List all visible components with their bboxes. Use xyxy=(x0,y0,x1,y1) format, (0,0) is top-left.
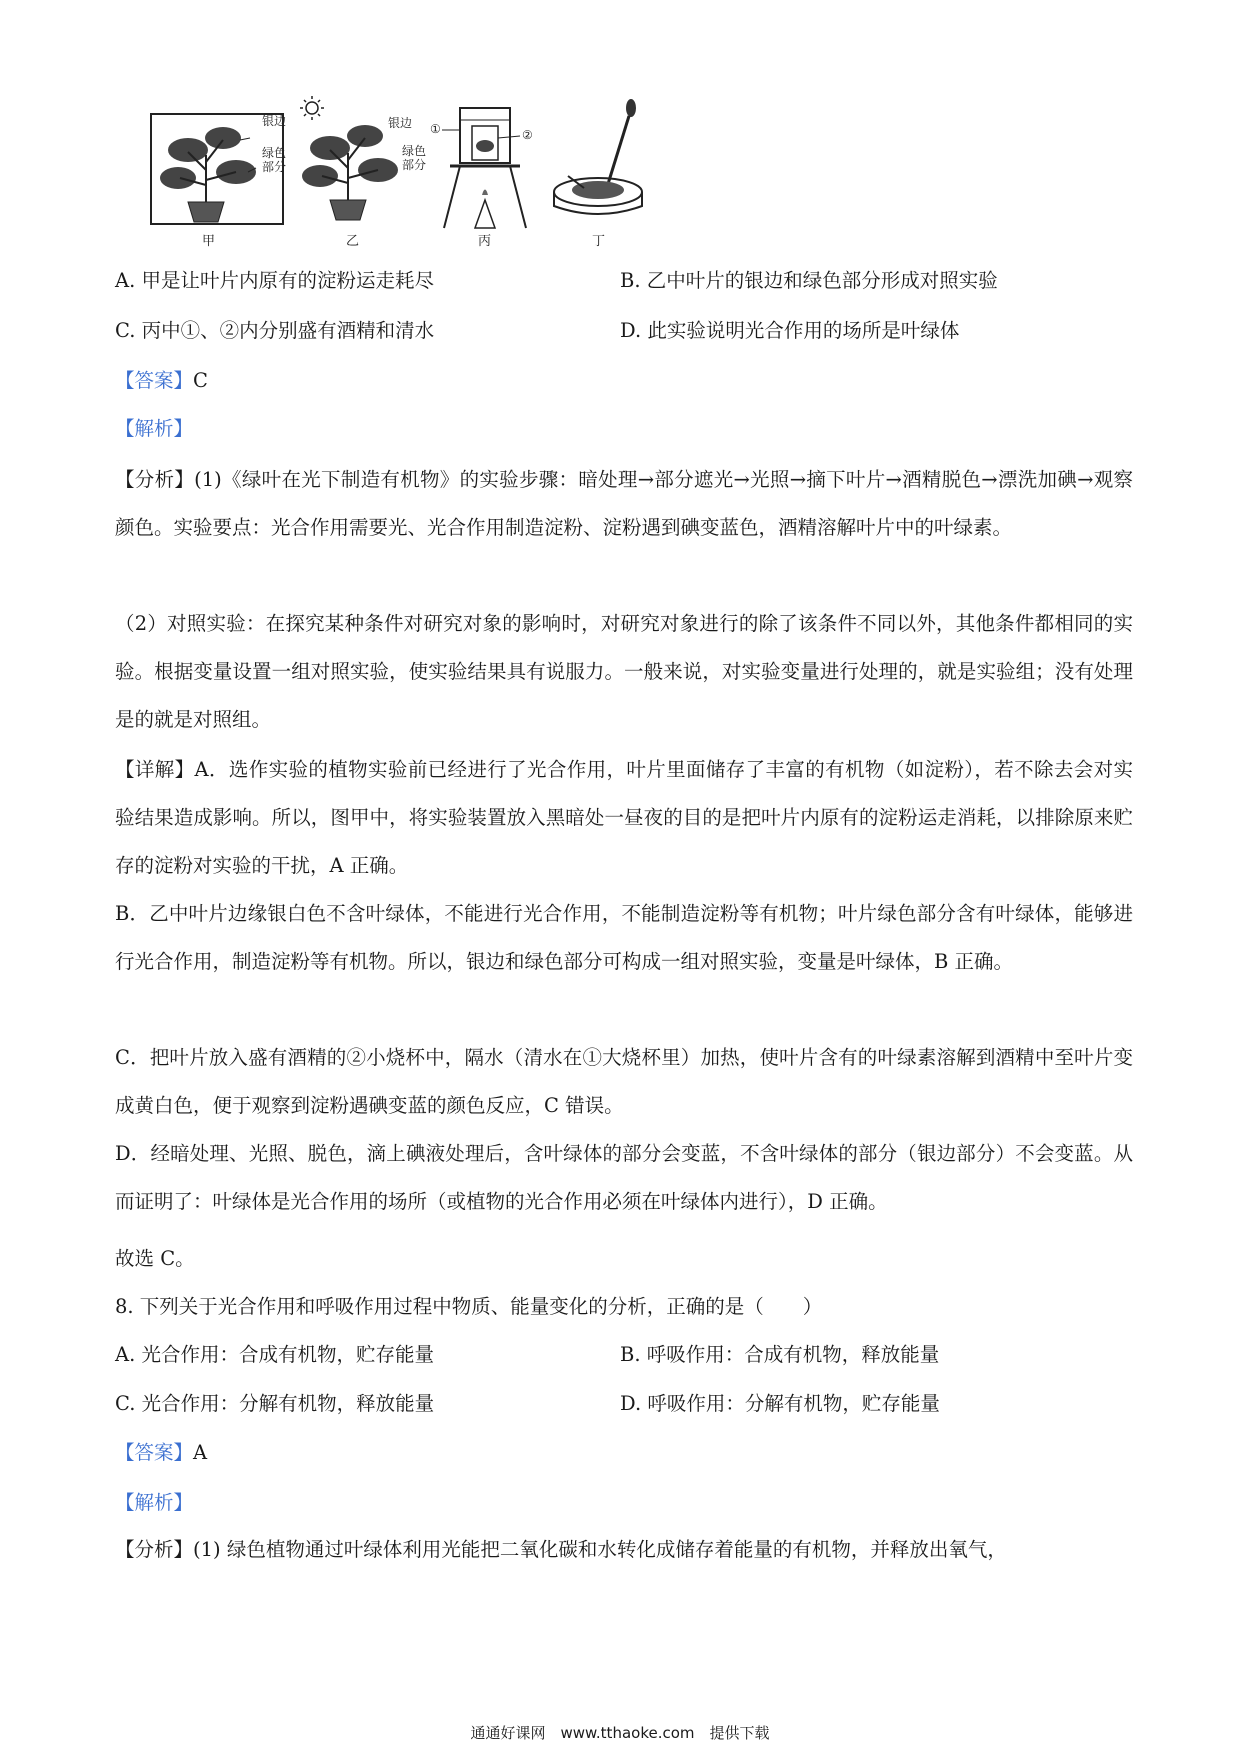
q7-option-c: C. 丙中①、②内分别盛有酒精和清水 xyxy=(115,319,435,342)
figure-ding xyxy=(548,96,658,236)
plant-jia-icon xyxy=(160,127,256,222)
q7-detail-a xyxy=(115,746,1133,890)
caption-yi: 乙 xyxy=(346,234,360,249)
figure-jia xyxy=(148,110,288,250)
caption-bing: 丙 xyxy=(478,234,492,249)
dropper-dish-icon xyxy=(554,99,642,214)
experiment-figure xyxy=(140,96,740,256)
q7-option-d: D. 此实验说明光合作用的场所是叶绿体 xyxy=(620,319,960,342)
q7-detail-b: B．乙中叶片边缘银白色不含叶绿体，不能进行光合作用，不能制造淀粉等有机物；叶片绿色部分含有叶绿体，能够进行光合作用，制造淀粉等有机物。所以，银边和绿色部分可构成一组对照实验，变量是叶绿体，B 正确。 xyxy=(115,902,1133,973)
q8-fenxi-1 xyxy=(115,1526,1133,1574)
q8-analysis-tag: 【解析】 xyxy=(115,1491,194,1514)
q7-fenxi-tag: 【分析】 xyxy=(115,468,195,491)
q8-option-b: B. 呼吸作用：合成有机物，释放能量 xyxy=(620,1343,940,1366)
sun-icon xyxy=(300,96,324,120)
q7-detail-d: D．经暗处理、光照、脱色，滴上碘液处理后，含叶绿体的部分会变蓝，不含叶绿体的部分（银边部分）不会变蓝。从而证明了：叶绿体是光合作用的场所（或植物的光合作用必须在叶绿体内进行），D 正确。 xyxy=(115,1142,1133,1213)
q8-option-a: A. 光合作用：合成有机物，贮存能量 xyxy=(115,1343,434,1366)
q8-answer-line xyxy=(115,1440,207,1466)
marker-1: ① xyxy=(430,122,441,136)
figure-bing xyxy=(430,100,540,240)
q7-detail-c: C．把叶片放入盛有酒精的②小烧杯中，隔水（清水在①大烧杯里）加热，使叶片含有的叶绿素溶解到酒精中至叶片变成黄白色，便于观察到淀粉遇碘变蓝的颜色反应，C 错误。 xyxy=(115,1046,1133,1117)
q7-option-b: B. 乙中叶片的银边和绿色部分形成对照实验 xyxy=(620,269,998,292)
label-green-part-yi: 绿色部分 xyxy=(402,144,427,172)
q8-fenxi-tag: 【分析】 xyxy=(115,1538,194,1561)
q7-detail-a-text: A．选作实验的植物实验前已经进行了光合作用，叶片里面储存了丰富的有机物（如淀粉），若不除去会对实验结果造成影响。所以，图甲中，将实验装置放入黑暗处一昼夜的目的是把叶片内原有的淀粉运走消耗，以排除原来贮存的淀粉对实验的干扰，A 正确。 xyxy=(115,758,1133,877)
caption-ding: 丁 xyxy=(592,234,606,249)
q7-analysis-line xyxy=(115,416,193,442)
q8-option-c: C. 光合作用：分解有机物，释放能量 xyxy=(115,1392,435,1415)
q7-answer-line xyxy=(115,368,208,394)
marker-2: ② xyxy=(522,128,533,142)
q7-fenxi-2: （2）对照实验：在探究某种条件对研究对象的影响时，对研究对象进行的除了该条件不同以外，其他条件都相同的实验。根据变量设置一组对照实验，使实验结果具有说服力。一般来说，对实验变量进行处理的，就是实验组；没有处理是的就是对照组。 xyxy=(115,612,1133,731)
q7-fenxi-1-text: (1)《绿叶在光下制造有机物》的实验步骤：暗处理→部分遮光→光照→摘下叶片→酒精脱色→漂洗加碘→观察颜色。实验要点：光合作用需要光、光合作用制造淀粉、淀粉遇到碘变蓝色，酒精溶解叶片中的叶绿素。 xyxy=(115,468,1133,539)
q8-answer: A xyxy=(193,1441,208,1464)
q7-answer: C xyxy=(193,369,208,392)
q8-fenxi-1-text: (1) 绿色植物通过叶绿体利用光能把二氧化碳和水转化成储存着能量的有机物，并释放出氧气， xyxy=(193,1538,1007,1561)
q7-detail-tag: 【详解】 xyxy=(115,758,195,781)
q8-option-d: D. 呼吸作用：分解有机物，贮存能量 xyxy=(620,1392,940,1415)
q7-analysis-tag: 【解析】 xyxy=(115,417,194,440)
q7-conclusion: 故选 C。 xyxy=(115,1247,195,1270)
label-silver-edge-jia: 银边 xyxy=(262,114,287,128)
q8-answer-tag: 【答案】 xyxy=(115,1441,194,1464)
caption-jia: 甲 xyxy=(202,234,216,249)
plant-yi-icon xyxy=(302,125,398,220)
q7-option-a: A. 甲是让叶片内原有的淀粉运走耗尽 xyxy=(115,269,434,292)
q7-answer-tag: 【答案】 xyxy=(115,369,194,392)
q7-fenxi-1 xyxy=(115,456,1133,552)
q8-analysis-line xyxy=(115,1490,193,1516)
page-footer: 通通好课网 www.tthaoke.com 提供下载 xyxy=(470,1724,770,1742)
label-silver-edge-yi: 银边 xyxy=(388,116,413,130)
beaker-heating-icon xyxy=(442,108,526,228)
label-green-part-jia: 绿色部分 xyxy=(262,146,287,174)
q8-stem: 8. 下列关于光合作用和呼吸作用过程中物质、能量变化的分析，正确的是（ ） xyxy=(115,1295,823,1318)
